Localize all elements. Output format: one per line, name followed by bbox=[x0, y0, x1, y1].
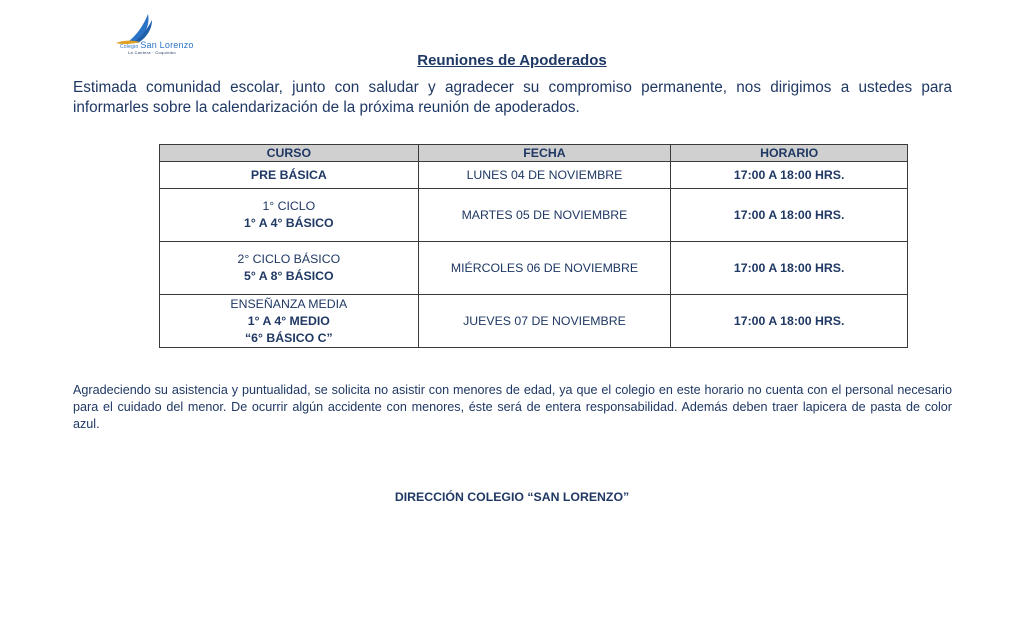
table-row bbox=[160, 242, 908, 295]
fecha-cell: JUEVES 07 DE NOVIEMBRE bbox=[418, 295, 671, 348]
curso-cell bbox=[160, 189, 419, 242]
logo-place: La Cantera · Coquimbo bbox=[128, 50, 176, 55]
curso-line: 1° A 4° MEDIO bbox=[247, 313, 330, 328]
table-row bbox=[160, 162, 908, 189]
note-paragraph: Agradeciendo su asistencia y puntualidad, se solicita no asistir con menores de edad, ya que el colegio en este horario no cuenta con el personal necesario para el cuidado del menor. De ocurrir algún accidente con menores, éste será de entera responsabilidad. Además deben traer lapicera de pasta de color azul. bbox=[73, 383, 952, 431]
table-row bbox=[160, 295, 908, 348]
school-logo bbox=[108, 12, 194, 55]
curso-cell bbox=[160, 295, 419, 348]
page-title: Reuniones de Apoderados bbox=[417, 52, 607, 69]
horario-cell: 17:00 A 18:00 HRS. bbox=[671, 162, 908, 189]
fecha-cell: LUNES 04 DE NOVIEMBRE bbox=[418, 162, 671, 189]
logo-name: San Lorenzo bbox=[140, 40, 194, 50]
curso-line: ENSEÑANZA MEDIA bbox=[230, 296, 348, 311]
curso-line: 1° A 4° BÁSICO bbox=[244, 216, 334, 230]
header-curso: CURSO bbox=[160, 145, 419, 162]
fecha-cell: MIÉRCOLES 06 DE NOVIEMBRE bbox=[418, 242, 671, 295]
fecha-cell: MARTES 05 DE NOVIEMBRE bbox=[418, 189, 671, 242]
curso-line: PRE BÁSICA bbox=[250, 167, 327, 182]
logo-prefix: Colegio bbox=[120, 44, 139, 50]
intro-paragraph: Estimada comunidad escolar, junto con saludar y agradecer su compromiso permanente, nos dirigimos a ustedes para informarles sobre la calendarización de la próxima reunión de apoderados. bbox=[73, 79, 952, 116]
header-fecha: FECHA bbox=[418, 145, 671, 162]
header-horario: HORARIO bbox=[671, 145, 908, 162]
horario-cell: 17:00 A 18:00 HRS. bbox=[671, 242, 908, 295]
table-header-row bbox=[160, 145, 908, 162]
schedule-table bbox=[159, 144, 908, 348]
curso-line: 5° A 8° BÁSICO bbox=[244, 269, 334, 283]
table-row bbox=[160, 189, 908, 242]
curso-line: 1° CICLO bbox=[262, 199, 316, 213]
curso-cell bbox=[160, 242, 419, 295]
horario-cell: 17:00 A 18:00 HRS. bbox=[671, 295, 908, 348]
logo-text bbox=[120, 40, 194, 50]
curso-cell bbox=[160, 162, 419, 189]
curso-line: “6° BÁSICO C” bbox=[245, 330, 333, 345]
horario-cell: 17:00 A 18:00 HRS. bbox=[671, 189, 908, 242]
curso-line: 2° CICLO BÁSICO bbox=[237, 252, 341, 266]
signature: DIRECCIÓN COLEGIO “SAN LORENZO” bbox=[394, 490, 630, 504]
